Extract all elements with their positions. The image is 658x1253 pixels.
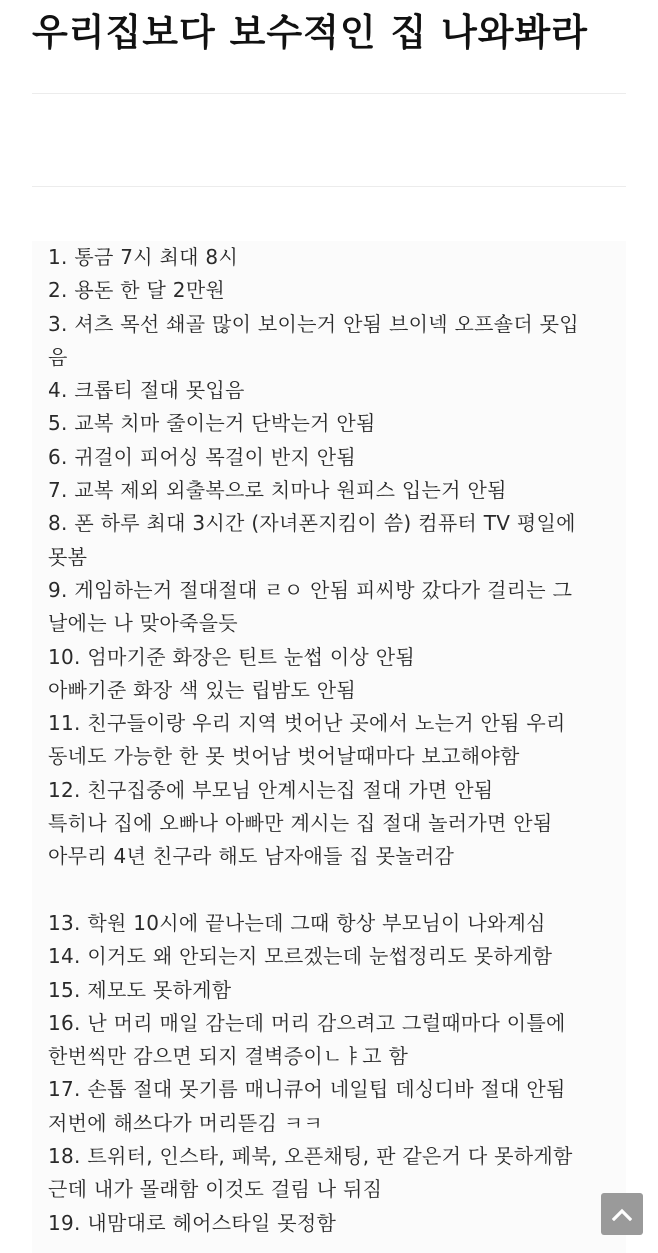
list-item: 7. 교복 제외 외출복으로 치마나 원피스 입는거 안됨 [48, 478, 507, 503]
list-item: 10. 엄마기준 화장은 틴트 눈썹 이상 안됨 [48, 644, 415, 669]
list-item: 16. 난 머리 매일 감는데 머리 감으려고 그럴때마다 이틀에 [48, 1010, 566, 1035]
list-item: 17. 손톱 절대 못기름 매니큐어 네일팁 데싱디바 절대 안됨 [48, 1077, 566, 1102]
list-item: 9. 게임하는거 절대절대 ㄹㅇ 안됨 피씨방 갔다가 걸리는 그 [48, 577, 573, 602]
list-item: 11. 친구들이랑 우리 지역 벗어난 곳에서 노는거 안됨 우리 [48, 711, 566, 736]
list-item: 근데 내가 몰래함 이것도 걸림 나 뒤짐 [48, 1177, 383, 1202]
list-item: 12. 친구집중에 부모님 안계시는집 절대 가면 안됨 [48, 777, 494, 802]
list-item: 8. 폰 하루 최대 3시간 (자녀폰지킴이 씀) 컴퓨터 TV 평일에 [48, 511, 576, 536]
list-item: 1. 통금 7시 최대 8시 [48, 245, 239, 269]
list-item: 동네도 가능한 한 못 벗어남 벗어날때마다 보고해야함 [48, 744, 520, 769]
list-item: 아빠기준 화장 색 있는 립밤도 안됨 [48, 677, 356, 702]
list-item: 5. 교복 치마 줄이는거 단박는거 안됨 [48, 411, 376, 436]
page-title: 우리집보다 보수적인 집 나와봐라 [32, 11, 589, 54]
list-item: 19. 내맘대로 헤어스타일 못정함 [48, 1210, 337, 1235]
list-item: 4. 크롭티 절대 못입음 [48, 378, 245, 403]
divider [32, 93, 626, 94]
post-body-image [32, 241, 626, 1253]
divider [32, 186, 626, 187]
list-item: 특히나 집에 오빠나 아빠만 계시는 집 절대 놀러가면 안됨 [48, 811, 553, 836]
list-item: 음 [48, 344, 68, 369]
list-item: 18. 트위터, 인스타, 페북, 오픈채팅, 판 같은거 다 못하게함 [48, 1144, 573, 1169]
rules-list [32, 241, 626, 1240]
list-item: 6. 귀걸이 피어싱 목걸이 반지 안됨 [48, 444, 357, 469]
list-item: 한번씩만 감으면 되지 결벽증이ㄴㅑ고 함 [48, 1044, 409, 1069]
list-item: 못봄 [48, 544, 88, 569]
list-item: 날에는 나 맞아죽을듯 [48, 611, 238, 636]
chevron-up-icon [612, 1207, 632, 1221]
scroll-to-top-button[interactable] [601, 1193, 643, 1235]
list-item: 13. 학원 10시에 끝나는데 그때 항상 부모님이 나와계심 [48, 910, 546, 935]
list-item: 저번에 해쓰다가 머리뜯김 ㅋㅋ [48, 1110, 324, 1135]
list-item: 3. 셔츠 목선 쇄골 많이 보이는거 안됨 브이넥 오프숄더 못입 [48, 311, 579, 336]
list-item: 아무리 4년 친구라 해도 남자애들 집 못놀러감 [48, 844, 455, 869]
list-item: 14. 이거도 왜 안되는지 모르겠는데 눈썹정리도 못하게함 [48, 944, 553, 969]
list-item: 2. 용돈 한 달 2만원 [48, 278, 226, 303]
list-spacer [48, 874, 626, 907]
post-meta [32, 100, 626, 180]
list-item: 15. 제모도 못하게함 [48, 977, 232, 1002]
